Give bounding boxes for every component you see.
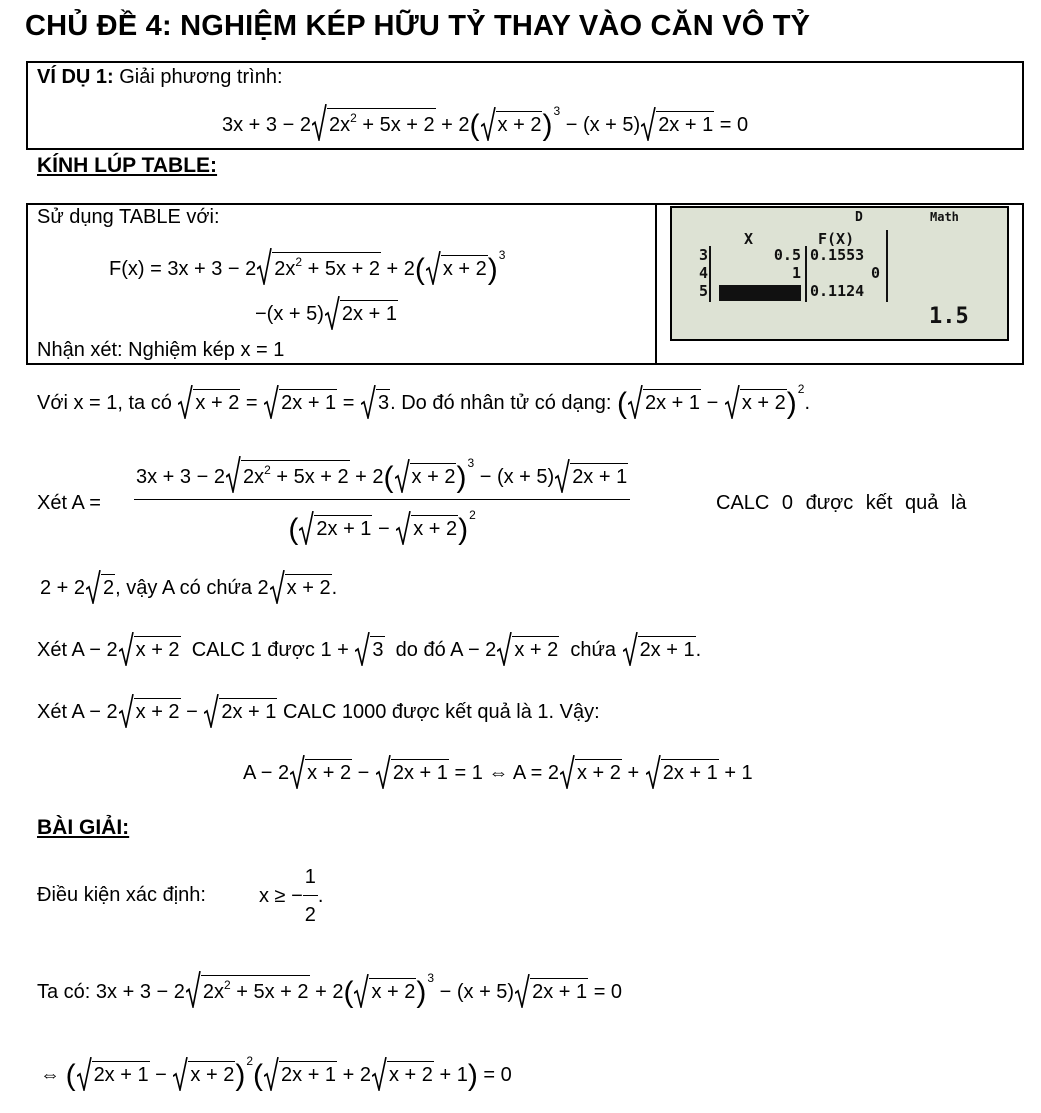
domain-condition: x ≥ − $\frac{1}{2}$ . [259, 866, 324, 926]
example-label: VÍ DỤ 1: [37, 66, 114, 88]
calc-rule-2 [805, 246, 807, 302]
line-with-x1: Với x = 1, ta có x + 2 = 2x + 1 = 3. Do đó nhân tử có dạng: ( 2x + 1 − x + 2)$^2$. [37, 382, 811, 420]
table-intro: Sử dụng TABLE với: [37, 206, 220, 228]
calc-row-index: 3 4 5 [699, 246, 709, 300]
calc-col-fx: F(X) [818, 230, 855, 248]
calculator-screen [670, 206, 1009, 341]
calc0-text: CALC 0 được kết quả là [716, 492, 967, 514]
calc-cursor-value: 1.5 [929, 304, 969, 329]
fraction-a: 3x + 3 − 2 $2x^2 + 5x + 2 + 2$( x + 2)$^3$ − (x + 5) 2x + 1 ( 2x + 1 − x + 2)$^2$ [134, 456, 630, 545]
calc-indicator: D [855, 210, 863, 225]
line-calc1000: Xét A − 2 x + 2 − 2x + 1 CALC 1000 được kết quả là 1. Vậy: [37, 698, 600, 724]
solution-line-1: Ta có: 3x + 3 − 2 $2x^2 + 5x + 2 + 2$( x + 2)$^3$ − (x + 5) 2x + 1 = 0 [37, 971, 623, 1009]
example-text: Giải phương trình: [119, 66, 283, 88]
section-solution-heading: BÀI GIẢI: [37, 816, 130, 839]
calc-rule-3 [886, 230, 888, 302]
example-heading [37, 66, 283, 89]
calc-x-values: 0.5 1 [773, 246, 801, 282]
calc-col-x: X [744, 230, 754, 248]
calc-mode: Math [930, 210, 959, 224]
page-title: CHỦ ĐỀ 4: NGHIỆM KÉP HỮU TỶ THAY VÀO CĂN VÔ TỶ [25, 10, 811, 42]
domain-label: Điều kiện xác định: [37, 884, 206, 906]
solution-line-2: ⇔ ( 2x + 1 − x + 2)$^2$( 2x + 1 + 2 x + 2 + 1) = 0 [40, 1054, 512, 1092]
calc-fx-values: 0.1553 0 0.1124 [810, 246, 880, 300]
calc-rule-1 [709, 246, 711, 302]
fx-equation-line1: F(x) = 3x + 3 − 2 $2x^2 + 5x + 2 + 2$( x + 2)$^3$ [109, 248, 506, 286]
example-equation: 3x + 3 − 2 $2x^2 + 5x + 2 + 2$( x + 2)$^3$ − (x + 5) 2x + 1 = 0 [222, 104, 749, 142]
line-result0: 2 + 2 2, vậy A có chứa 2 x + 2. [40, 574, 337, 600]
calc-cursor-bar [719, 285, 801, 301]
line-calc1: Xét A − 2 x + 2 CALC 1 được 1 + 3 do đó A − 2 x + 2 chứa 2x + 1. [37, 636, 701, 662]
fx-label: F(x) = [109, 258, 162, 280]
table-remark: Nhận xét: Nghiệm kép x = 1 [37, 339, 285, 361]
section-table-heading: KÍNH LÚP TABLE: [37, 154, 218, 177]
table-box-divider [655, 203, 657, 365]
result-equation: A − 2 x + 2 − 2x + 1 = 1 ⇔ A = 2 x + 2 + 2x + 1 + 1 [243, 759, 753, 785]
fx-equation-line2: −(x + 5) 2x + 1 [255, 300, 398, 326]
consider-label: Xét A = [37, 492, 101, 514]
